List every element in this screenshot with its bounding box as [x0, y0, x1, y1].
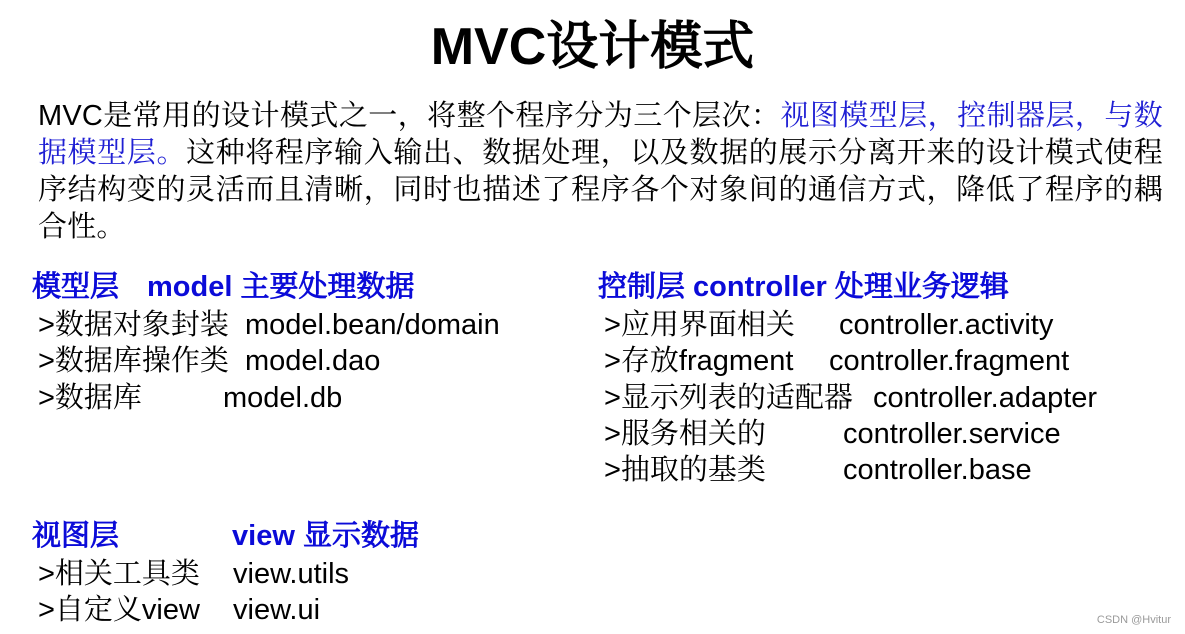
view-row-package: view.utils [233, 558, 350, 590]
view-row [38, 592, 321, 628]
view-row-package: view.ui [233, 594, 321, 626]
watermark: CSDN @Hvitur [1096, 614, 1171, 626]
intro-text-1: MVC是常用的设计模式之一，将整个程序分为三个层次： [38, 100, 781, 132]
model-row-label: >数据库 [38, 382, 142, 414]
view-row-label: >相关工具类 [38, 558, 200, 590]
controller-row-label: >服务相关的 [604, 418, 766, 450]
model-row-package: model.db [223, 382, 343, 414]
intro-highlight: 视图模型层，控制器层，与数据模型层。 [38, 100, 1163, 169]
controller-row-label: >应用界面相关 [604, 309, 795, 341]
model-header-name: 模型层 [32, 271, 120, 303]
controller-row [604, 343, 1070, 379]
model-header-desc: model 主要处理数据 [147, 271, 415, 303]
view-row [38, 556, 350, 592]
controller-row-label: >存放fragment [604, 345, 794, 377]
controller-header: 控制层 controller 处理业务逻辑 [598, 271, 1009, 303]
model-row-label: >数据库操作类 [38, 345, 229, 377]
page-title: MVC设计模式 [430, 18, 755, 76]
view-header [32, 518, 419, 554]
view-row-label: >自定义view [38, 594, 200, 626]
controller-row-package: controller.activity [839, 309, 1054, 341]
controller-row-package: controller.adapter [873, 382, 1098, 414]
controller-row-package: controller.base [843, 454, 1032, 486]
controller-row-package: controller.fragment [829, 345, 1070, 377]
intro-text-2: 这种将程序输入输出、数据处理，以及数据的展示分离开来的设计模式使程序结构变的灵活而且清晰，同时也描述了程序各个对象间的通信方式，降低了程序的耦合性。 [38, 137, 1163, 243]
view-header-name: 视图层 [32, 520, 120, 552]
view-header-desc: view 显示数据 [232, 520, 419, 552]
controller-row [604, 307, 1054, 343]
controller-row [604, 416, 1061, 452]
model-header [32, 269, 414, 305]
model-row-label: >数据对象封装 [38, 309, 229, 341]
model-row [38, 380, 343, 416]
model-row [38, 307, 500, 343]
controller-row-label: >抽取的基类 [604, 454, 766, 486]
model-row-package: model.dao [245, 345, 381, 377]
model-row [38, 343, 381, 379]
model-row-package: model.bean/domain [245, 309, 500, 341]
intro-paragraph [38, 98, 1163, 246]
controller-row-label: >显示列表的适配器 [604, 382, 853, 414]
controller-row [604, 380, 1098, 416]
controller-row [604, 452, 1032, 488]
controller-row-package: controller.service [843, 418, 1061, 450]
